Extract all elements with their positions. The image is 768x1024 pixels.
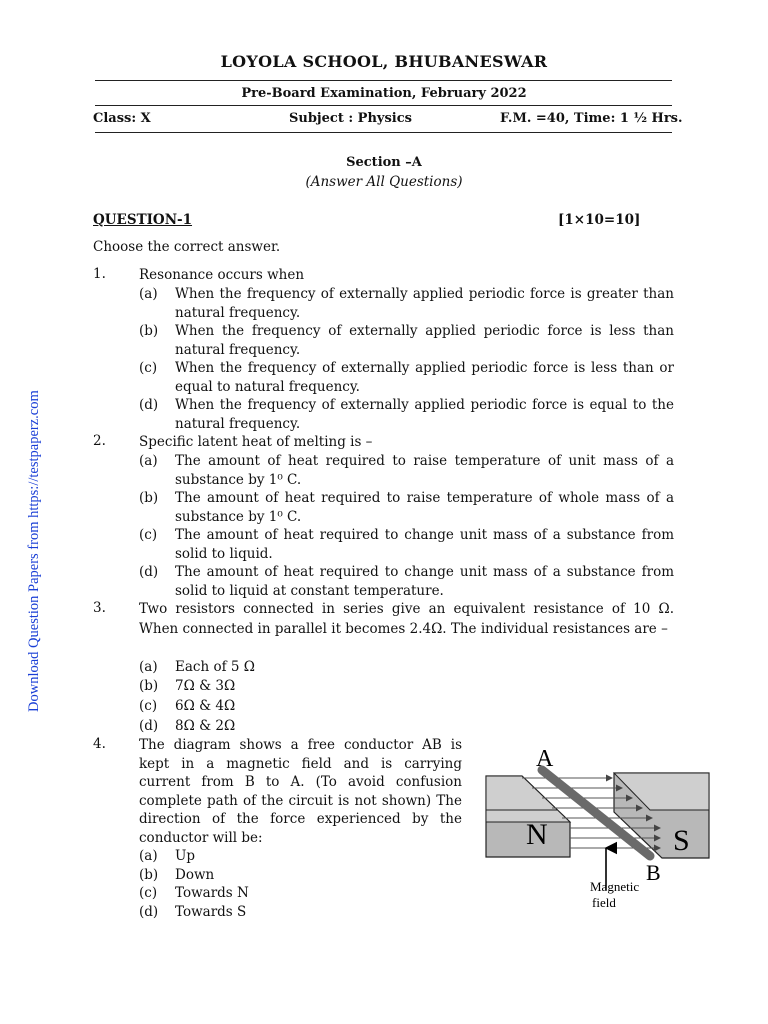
item-number: 3. [93, 600, 106, 616]
option-label: (d) [139, 718, 159, 734]
subject-label: Subject : Physics [289, 111, 412, 126]
option-text: When the frequency of externally applied periodic force is less than natural frequency. [175, 323, 674, 358]
option-label: (a) [139, 848, 158, 864]
item-number: 1. [93, 266, 106, 282]
label-n: N [526, 818, 548, 851]
option-label: (b) [139, 323, 159, 339]
option-label: (b) [139, 867, 159, 883]
option-text: The amount of heat required to raise temperature of unit mass of a substance by 1⁰ C. [175, 453, 674, 488]
option-text: 7Ω & 3Ω [175, 678, 236, 694]
class-label: Class: X [93, 111, 151, 126]
item-stem: The diagram shows a free conductor AB is kept in a magnetic field and is carrying current from B to A. (To avoid confusion complete path of the circuit is not shown) The direction of the force experienced by the conductor will be: [139, 737, 462, 846]
item-stem: Two resistors connected in series give an equivalent resistance of 10 Ω. When connected in parallel it becomes 2.4Ω. The individual resistances are – [139, 601, 674, 637]
option-label: (c) [139, 698, 158, 714]
option-text: Towards N [175, 885, 249, 901]
item-stem: Specific latent heat of melting is – [139, 434, 373, 450]
option-text: Up [175, 848, 196, 864]
option-text: The amount of heat required to change unit mass of a substance from solid to liquid. [175, 527, 674, 562]
question-marks: [1×10=10] [558, 212, 641, 228]
option-label: (c) [139, 360, 158, 376]
magnetic-field-diagram [480, 740, 720, 915]
label-b: B [646, 860, 661, 885]
marks-time-label: F.M. =40, Time: 1 ½ Hrs. [500, 111, 683, 126]
item-number: 4. [93, 736, 106, 752]
header-rule-middle [95, 105, 672, 106]
option-text: The amount of heat required to change unit mass of a substance from solid to liquid at constant temperature. [175, 564, 674, 599]
option-text: When the frequency of externally applied periodic force is less than or equal to natural frequency. [175, 360, 674, 395]
option-label: (d) [139, 564, 159, 580]
question-instruction: Choose the correct answer. [93, 239, 281, 255]
section-subtitle: (Answer All Questions) [305, 174, 463, 190]
exam-title: Pre-Board Examination, February 2022 [241, 86, 527, 101]
option-label: (d) [139, 397, 159, 413]
section-title: Section –A [346, 155, 422, 170]
option-label: (d) [139, 904, 159, 920]
option-label: (c) [139, 885, 158, 901]
option-text: 6Ω & 4Ω [175, 698, 236, 714]
item-number: 2. [93, 433, 106, 449]
label-a: A [536, 746, 554, 772]
header-rule-bottom [95, 132, 672, 133]
option-label: (b) [139, 490, 159, 506]
header-rule-top [95, 80, 672, 81]
option-text: The amount of heat required to raise temperature of whole mass of a substance by 1⁰ C. [175, 490, 674, 525]
south-magnet [614, 773, 709, 858]
option-text: Towards S [175, 904, 247, 920]
option-text: Each of 5 Ω [175, 659, 255, 675]
option-text: When the frequency of externally applied periodic force is greater than natural frequency. [175, 286, 674, 321]
field-caption-line2: field [592, 895, 616, 910]
field-caption-line1: Magnetic [590, 879, 640, 894]
option-text: 8Ω & 2Ω [175, 718, 236, 734]
download-watermark: Download Question Papers from https://testpaperz.com [26, 390, 42, 712]
label-s: S [673, 824, 690, 857]
option-label: (a) [139, 286, 158, 302]
item-stem: Resonance occurs when [139, 267, 305, 283]
option-label: (a) [139, 659, 158, 675]
option-label: (b) [139, 678, 159, 694]
option-text: Down [175, 867, 215, 883]
option-label: (a) [139, 453, 158, 469]
question-label: QUESTION-1 [93, 212, 193, 228]
option-label: (c) [139, 527, 158, 543]
school-name: LOYOLA SCHOOL, BHUBANESWAR [220, 52, 548, 71]
option-text: When the frequency of externally applied periodic force is equal to the natural frequency. [175, 397, 674, 432]
